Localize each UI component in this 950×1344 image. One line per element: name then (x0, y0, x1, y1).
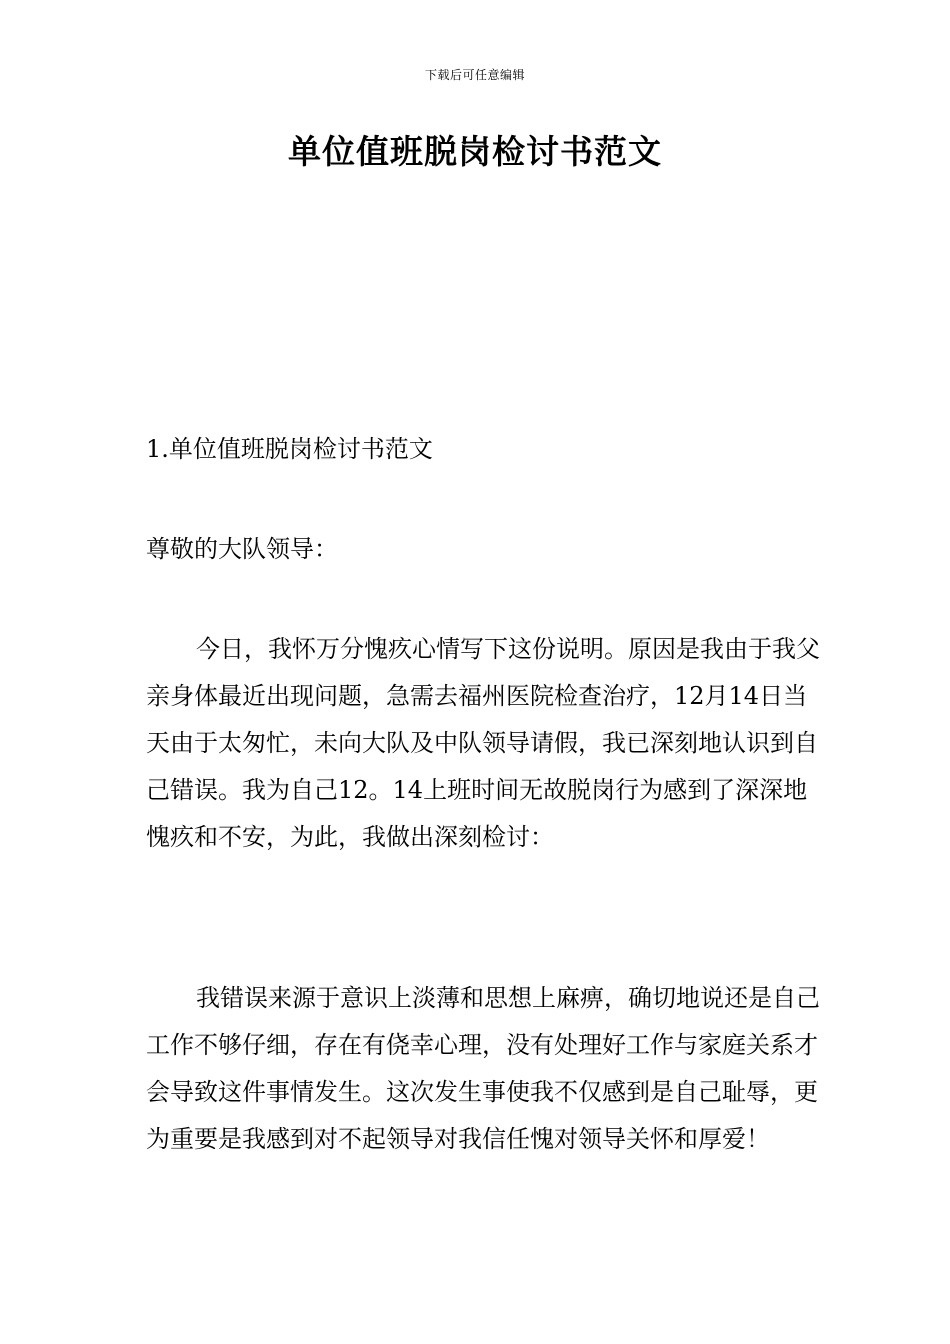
header-note: 下载后可任意编辑 (424, 68, 525, 82)
paragraph-2: 我错误来源于意识上淡薄和思想上麻痹，确切地说还是自己工作不够仔细，存在有侥幸心理，没有处理好工作与家庭关系才会导致这件事情发生。这次发生事使我不仅感到是自己耻辱，更为重要是我感到对不起领导对我信任愧对领导关怀和厚爱！ (146, 984, 820, 1153)
document-title: 单位值班脱岗检讨书范文 (288, 132, 662, 171)
paragraph-1: 今日，我怀万分愧疚心情写下这份说明。原因是我由于我父亲身体最近出现问题，急需去福州医院检查治疗，12月14日当天由于太匆忙，未向大队及中队领导请假，我已深刻地认识到自己错误。我为自己12。14上班时间无故脱岗行为感到了深深地愧疚和不安，为此，我做出深刻检讨： (146, 635, 820, 851)
section-heading: 1.单位值班脱岗检讨书范文 (146, 435, 433, 463)
salutation: 尊敬的大队领导： (146, 535, 338, 563)
